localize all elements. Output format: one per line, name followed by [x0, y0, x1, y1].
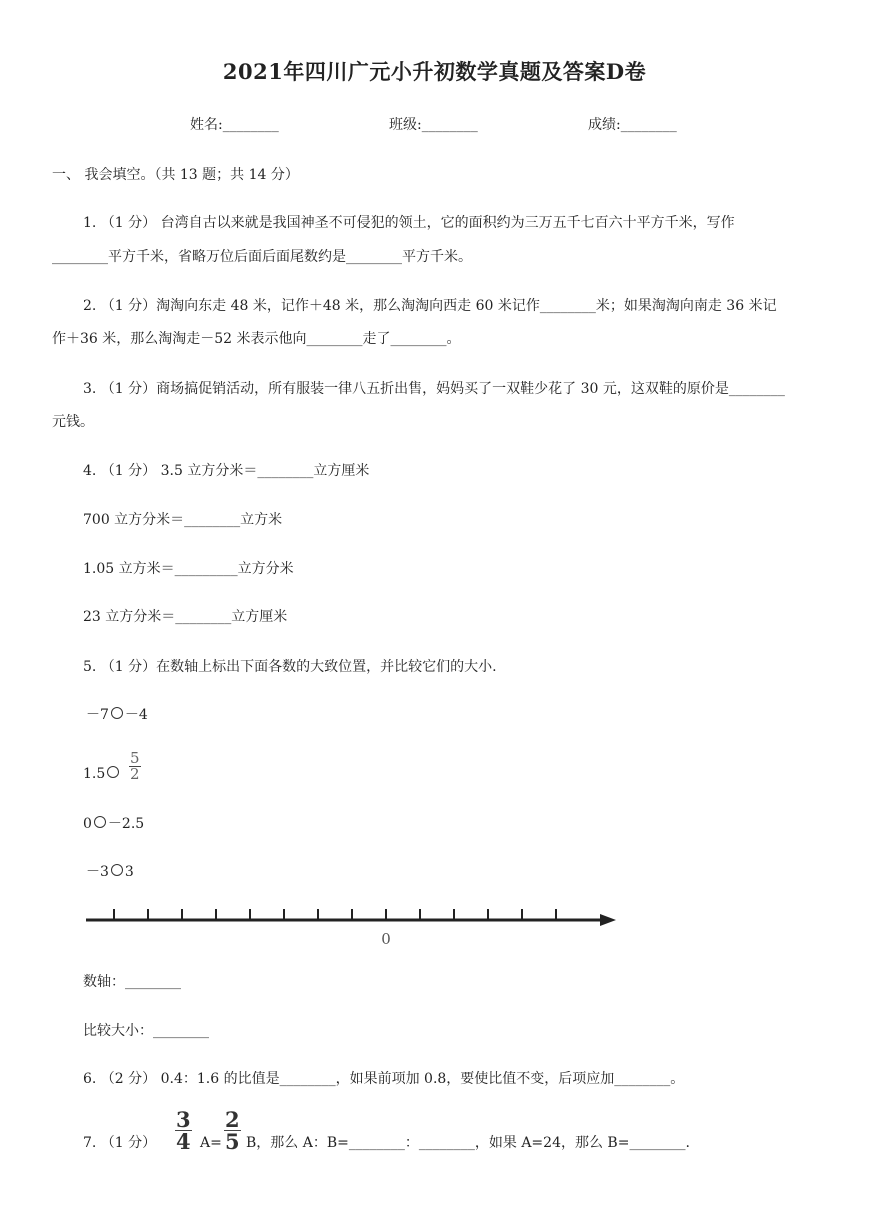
number-line-answer[interactable]: 数轴：________ [83, 974, 181, 990]
compare-circle-2[interactable] [107, 766, 119, 778]
fraction-denominator: 2 [130, 765, 140, 783]
question-6-line-1: 6. （2 分） 0.4：1.6 的比值是________，如果前项加 0.8，要使比值不变，后项应加________。 [83, 1071, 685, 1087]
compare-row-3 [83, 814, 144, 834]
question-4-line-3: 1.05 立方米＝_________立方分米 [83, 561, 294, 577]
class-field[interactable]: 班级:________ [389, 117, 478, 133]
question-3-line-1: 3. （1 分）商场搞促销活动，所有服装一律八五折出售，妈妈买了一双鞋少花了 30 元，这双鞋的原价是________ [83, 381, 785, 397]
fraction-numerator: 5 [130, 749, 140, 767]
compare-row-4 [86, 862, 134, 882]
compare-2-left: 1.5 [83, 766, 106, 782]
compare-row-1 [86, 705, 148, 725]
number-line-arrow-icon [600, 914, 616, 926]
compare-answer[interactable]: 比较大小：________ [83, 1023, 209, 1039]
question-3-line-2: 元钱。 [52, 414, 94, 430]
question-1-line-1: 1. （1 分） 台湾自古以来就是我国神圣不可侵犯的领土，它的面积约为三万五千七百六十平方千米，写作 [83, 215, 735, 231]
axis-zero-label: 0 [381, 930, 391, 948]
number-line [80, 900, 625, 950]
section-heading: 一、 我会填空。（共 13 题；共 14 分） [52, 167, 299, 183]
compare-4-left: －3 [86, 864, 109, 880]
name-field[interactable]: 姓名:________ [190, 117, 279, 133]
question-5-line-1: 5. （1 分）在数轴上标出下面各数的大致位置，并比较它们的大小. [83, 659, 497, 675]
compare-3-left: 0 [83, 816, 92, 832]
question-4-line-2: 700 立方分米＝________立方米 [83, 512, 283, 528]
page-title: 2021年四川广元小升初数学真题及答案D卷 [222, 59, 647, 84]
question-7-suffix: B，那么 A：B=________：________，如果 A=24，那么 B=________. [246, 1135, 690, 1151]
compare-circle-4[interactable] [111, 864, 123, 876]
fraction-five-halves [129, 751, 141, 782]
question-7-prefix: 7. （1 分） [83, 1135, 157, 1151]
question-7-mid: A= [200, 1135, 222, 1151]
question-2-line-2: 作＋36 米，那么淘淘走－52 米表示他向________走了________。 [52, 331, 461, 347]
question-4-line-1: 4. （1 分） 3.5 立方分米＝________立方厘米 [83, 463, 370, 479]
question-4-line-4: 23 立方分米＝________立方厘米 [83, 609, 288, 625]
compare-row-2 [83, 764, 121, 784]
compare-1-right: －4 [124, 707, 148, 723]
compare-4-right: 3 [124, 864, 134, 880]
question-2-line-1: 2. （1 分）淘淘向东走 48 米，记作＋48 米，那么淘淘向西走 60 米记作________米；如果淘淘向南走 36 米记 [83, 298, 777, 314]
fraction-denominator: 5 [225, 1129, 240, 1154]
fraction-numerator: 3 [176, 1107, 191, 1132]
question-1-line-2: ________平方千米，省略万位后面后面尾数约是________平方千米。 [52, 249, 472, 265]
fraction-two-fifths [224, 1109, 241, 1152]
fraction-denominator: 4 [176, 1129, 191, 1154]
compare-1-left: －7 [86, 707, 109, 723]
fraction-three-quarters [175, 1109, 192, 1152]
compare-3-right: －2.5 [107, 816, 145, 832]
compare-circle-3[interactable] [94, 816, 106, 828]
fraction-numerator: 2 [225, 1107, 240, 1132]
score-field[interactable]: 成绩:________ [588, 117, 677, 133]
compare-circle-1[interactable] [111, 707, 123, 719]
